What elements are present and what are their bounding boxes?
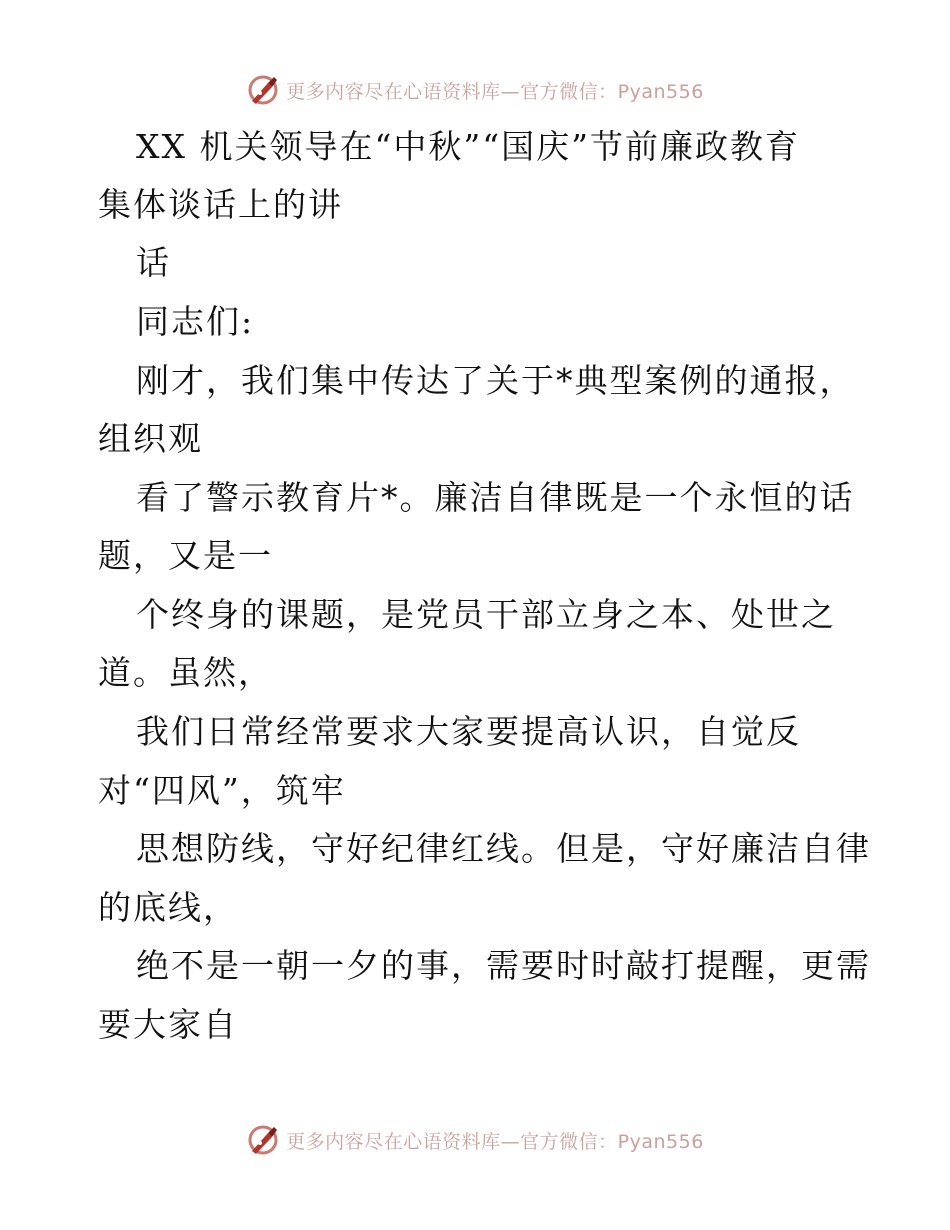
paragraph-line: 组织观: [98, 419, 203, 458]
footer-watermark: [0, 1120, 950, 1160]
paragraph-line: 对“四风”，筑牢: [98, 771, 346, 810]
footer-watermark-text: 更多内容尽在心语资料库—官方微信：Pyan556: [286, 1130, 704, 1153]
paragraph-line: 个终身的课题，是党员干部立身之本、处世之: [136, 595, 836, 634]
header-watermark-text: 更多内容尽在心语资料库—官方微信：Pyan556: [286, 80, 704, 103]
pen-logo-icon: [246, 73, 280, 107]
salutation: 同志们:: [136, 302, 255, 341]
paragraph-line: 看了警示教育片*。廉洁自律既是一个永恒的话: [136, 478, 855, 517]
header-watermark: [0, 70, 950, 110]
paragraph-line: 绝不是一朝一夕的事，需要时时敲打提醒，更需: [136, 946, 871, 985]
paragraph-line: 思想防线，守好纪律红线。但是，守好廉洁自律: [136, 829, 871, 868]
paragraph-line: 我们日常经常要求大家要提高认识，自觉反: [136, 712, 801, 751]
title-line-3: 话: [136, 243, 171, 282]
paragraph-line: 道。虽然，: [98, 653, 273, 692]
paragraph-line: 题，又是一: [98, 536, 273, 575]
paragraph-line: 刚才，我们集中传达了关于*典型案例的通报，: [136, 361, 855, 400]
title-line-2: 集体谈话上的讲: [98, 185, 343, 224]
pen-logo-icon: [246, 1123, 280, 1157]
paragraph-line: 要大家自: [98, 1005, 238, 1044]
paragraph-line: 的底线，: [98, 888, 238, 927]
title-line-1: XX 机关领导在“中秋”“国庆”节前廉政教育: [136, 127, 800, 166]
